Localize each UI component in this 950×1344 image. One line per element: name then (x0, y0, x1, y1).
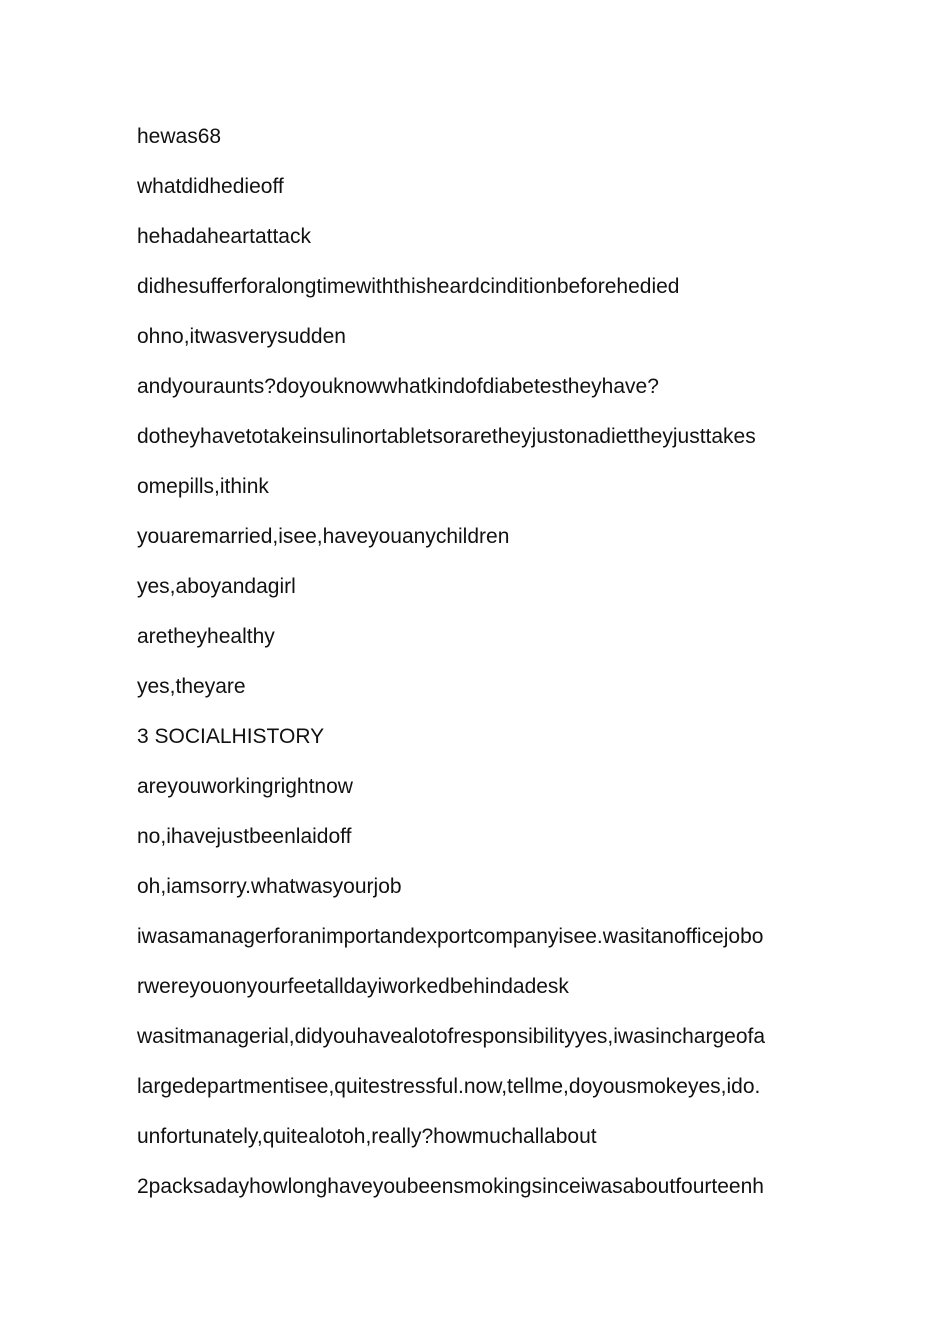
text-line: hehadaheartattack (137, 225, 311, 248)
text-line: yes,aboyandagirl (137, 575, 296, 598)
text-line: andyouraunts?doyouknowwhatkindofdiabetestheyhave? (137, 375, 659, 398)
text-line: omepills,ithink (137, 475, 269, 498)
text-line: no,ihavejustbeenlaidoff (137, 825, 352, 848)
text-line: whatdidhedieoff (137, 175, 284, 198)
text-line: youaremarried,isee,haveyouanychildren (137, 525, 510, 548)
text-line: aretheyhealthy (137, 625, 275, 648)
text-line: rwereyouonyourfeetalldayiworkedbehindadesk (137, 975, 569, 998)
text-line: areyouworkingrightnow (137, 775, 353, 798)
text-line: oh,iamsorry.whatwasyourjob (137, 875, 402, 898)
document-body (137, 112, 837, 1212)
text-line: ohno,itwasverysudden (137, 325, 346, 348)
text-line: dotheyhavetotakeinsulinortabletsoraretheyjustonadiettheyjusttakes (137, 425, 756, 448)
text-line: didhesufferforalongtimewiththisheardcinditionbeforehedied (137, 275, 680, 298)
section-heading: 3 SOCIALHISTORY (137, 725, 325, 748)
text-line: unfortunately,quitealotoh,really?howmuchallabout (137, 1125, 597, 1148)
text-line: hewas68 (137, 125, 222, 148)
text-line: 2packsadayhowlonghaveyoubeensmokingsinceiwasaboutfourteenh (137, 1175, 764, 1198)
text-line: wasitmanagerial,didyouhavealotofresponsibilityyes,iwasinchargeofa (137, 1025, 766, 1048)
text-line: yes,theyare (137, 675, 246, 698)
text-line: iwasamanagerforanimportandexportcompanyisee.wasitanofficejobo (137, 925, 764, 948)
text-line: largedepartmentisee,quitestressful.now,tellme,doyousmokeyes,ido. (137, 1075, 761, 1098)
